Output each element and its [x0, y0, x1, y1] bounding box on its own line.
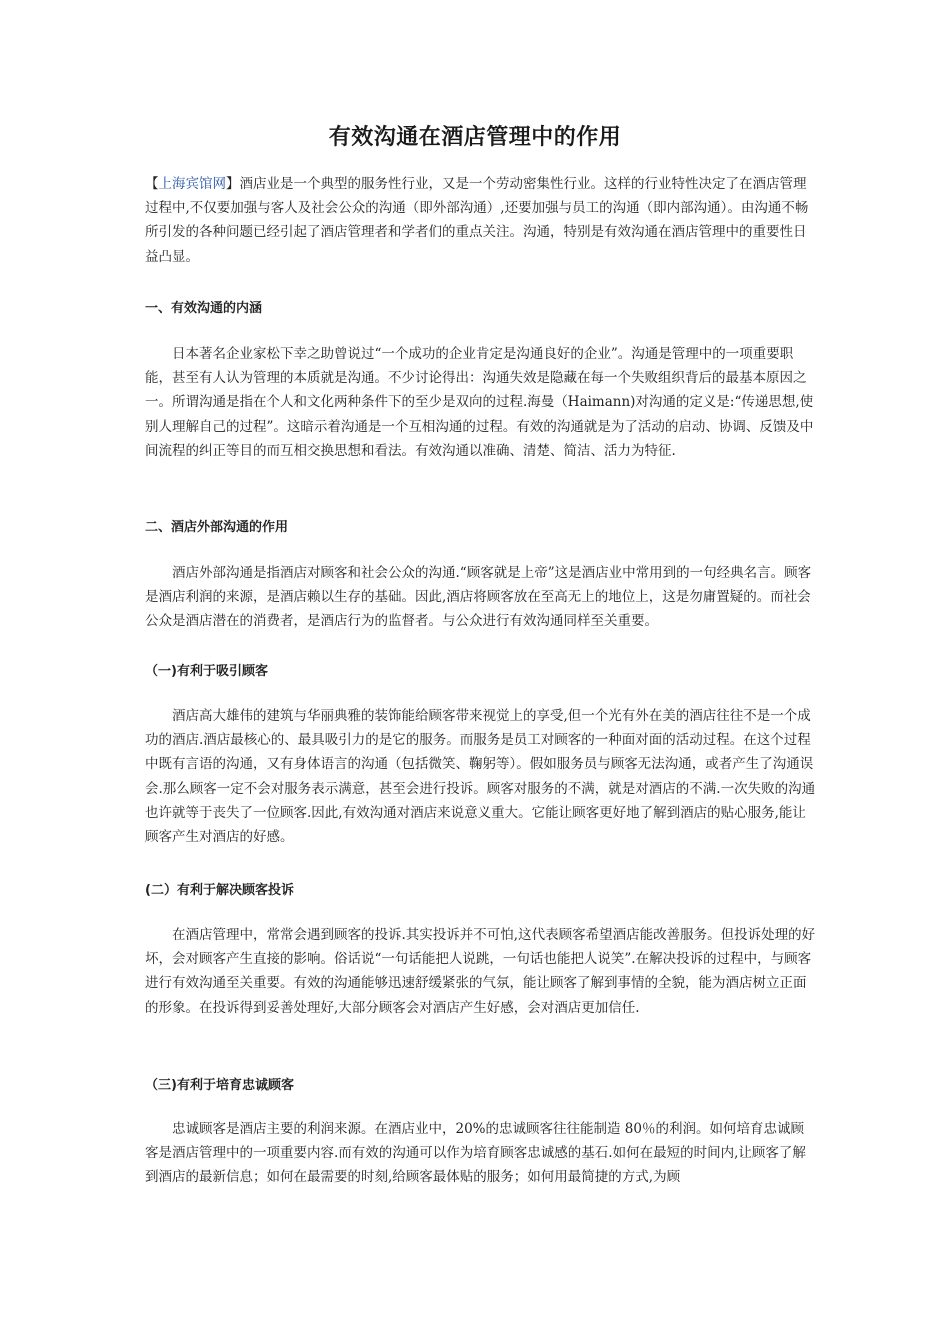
- intro-bracket-open: 【: [145, 176, 159, 192]
- subsection2-paragraph: 在酒店管理中，常常会遇到顾客的投诉.其实投诉并不可怕,这代表顾客希望酒店能改善服务。但投诉处理的好坏，会对顾客产生直接的影响。俗话说“一句话能把人说跳，一句话也能把人说笑”.在解决投诉的过程中，与顾客进行有效沟通至关重要。有效的沟通能够迅速舒缓紧张的气氛，能让顾客了解到事情的全貌，能为酒店树立正面的形象。在投诉得到妥善处理好,大部分顾客会对酒店产生好感，会对酒店更加信任.: [145, 927, 816, 1016]
- subsection3-heading: （三)有利于培育忠诚顾客: [145, 1078, 294, 1093]
- intro-paragraph: [145, 172, 817, 269]
- intro-text: 酒店业是一个典型的服务性行业，又是一个劳动密集性行业。这样的行业特性决定了在酒店管理过程中,不仅要加强与客人及社会公众的沟通（即外部沟通）,还要加强与员工的沟通（即内部沟通）。由沟通不畅所引发的各种问题已经引起了酒店管理者和学者们的重点关注。沟通，特别是有效沟通在酒店管理中的重要性日益凸显。: [145, 176, 809, 265]
- subsection2-heading: (二）有利于解决顾客投诉: [145, 883, 294, 898]
- section1-paragraph: 日本著名企业家松下幸之助曾说过“一个成功的企业肯定是沟通良好的企业”。沟通是管理中的一项重要职能，甚至有人认为管理的本质就是沟通。不少讨论得出：沟通失效是隐藏在每一个失败组织背后的最基本原因之一。所谓沟通是指在个人和文化两种条件下的至少是双向的过程.海曼（Haimann)对沟通的定义是:“传递思想,使别人理解自己的过程”。这暗示着沟通是一个互相沟通的过程。有效的沟通就是为了活动的启动、协调、反馈及中间流程的纠正等目的而互相交换思想和看法。有效沟通以准确、清楚、简洁、活力为特征.: [145, 346, 814, 459]
- section2-heading: 二、酒店外部沟通的作用: [145, 520, 289, 535]
- subsection3-paragraph: 忠诚顾客是酒店主要的利润来源。在酒店业中，20%的忠诚顾客往往能制造 80％的利润。如何培育忠诚顾客是酒店管理中的一项重要内容.而有效的沟通可以作为培育顾客忠诚感的基石.如何在最短的时间内,让顾客了解到酒店的最新信息；如何在最需要的时刻,给顾客最体贴的服务；如何用最简捷的方式,为顾: [145, 1121, 806, 1186]
- subsection1-heading: （一)有利于吸引顾客: [145, 664, 268, 679]
- document-title: 有效沟通在酒店管理中的作用: [328, 125, 622, 150]
- section2-paragraph: 酒店外部沟通是指酒店对顾客和社会公众的沟通.“顾客就是上帝”这是酒店业中常用到的一句经典名言。顾客是酒店利润的来源，是酒店赖以生存的基础。因此,酒店将顾客放在至高无上的地位上，这是勿庸置疑的。而社会公众是酒店潜在的消费者，是酒店行为的监督者。与公众进行有效沟通同样至关重要。: [145, 565, 812, 630]
- section1-heading: 一、有效沟通的内涵: [145, 301, 263, 316]
- subsection1-paragraph: 酒店高大雄伟的建筑与华丽典雅的装饰能给顾客带来视觉上的享受,但一个光有外在美的酒店往往不是一个成功的酒店.酒店最核心的、最具吸引力的是它的服务。而服务是员工对顾客的一种面对面的活动过程。在这个过程中既有言语的沟通，又有身体语言的沟通（包括微笑、鞠躬等）。假如服务员与顾客无法沟通，或者产生了沟通误会.那么顾客一定不会对服务表示满意，甚至会进行投诉。顾客对服务的不满，就是对酒店的不满.一次失败的沟通也许就等于丧失了一位顾客.因此,有效沟通对酒店来说意义重大。它能让顾客更好地了解到酒店的贴心服务,能让顾客产生对酒店的好感。: [145, 708, 816, 846]
- intro-bracket-close: 】: [226, 176, 240, 192]
- source-link[interactable]: 上海宾馆网: [158, 176, 226, 192]
